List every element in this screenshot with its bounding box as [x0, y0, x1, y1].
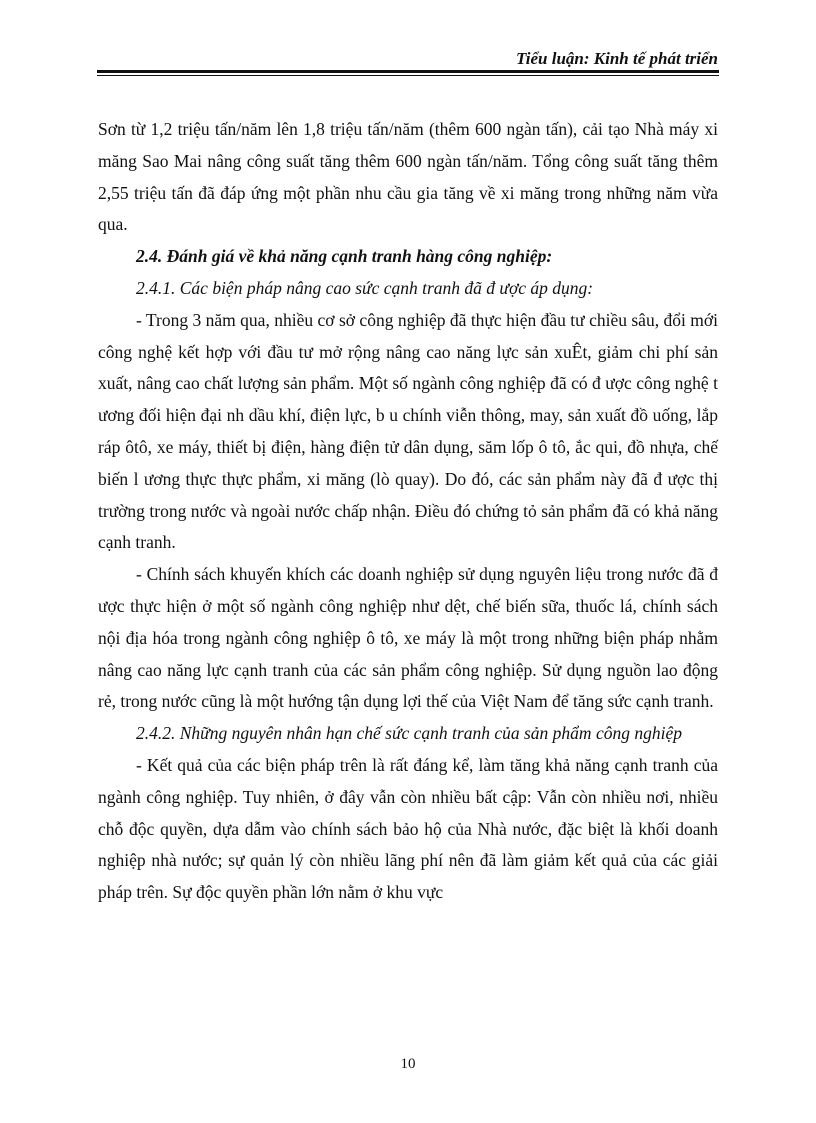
paragraph-limitations: - Kết quả của các biện pháp trên là rất đáng kể, làm tăng khả năng cạnh tranh của ngành công nghiệp. Tuy nhiên, ở đây vẫn còn nhiều bất cập: Vẫn còn nhiều nơi, nhiều chỗ độc quyền, dựa dẫm vào chính sách bảo hộ của Nhà nước, đặc biệt là khối doanh nghiệp nhà nước; sự quản lý còn nhiều lãng phí nên đã làm giảm kết quả của các giải pháp trên. Sự độc quyền phần lớn nằm ở khu vực — [98, 754, 718, 903]
section-heading-2-4: 2.4. Đánh giá về khả năng cạnh tranh hàng công nghiệp: — [136, 246, 553, 267]
page-number: 10 — [400, 1056, 416, 1072]
document-body — [98, 114, 718, 909]
paragraph-investment: - Trong 3 năm qua, nhiều cơ sở công nghiệp đã thực hiện đầu tư chiều sâu, đổi mới công nghệ kết hợp với đầu tư mở rộng nâng cao năng lực sản xuÊt, giảm chi phí sản xuất, nâng cao chất lượng sản phẩm. Một số ngành công nghiệp đã có đ ược công nghệ t ương đối hiện đại nh dầu khí, điện lực, b u chính viễn thông, may, sản xuất đồ uống, lắp ráp ôtô, xe máy, thiết bị điện, hàng điện tử dân dụng, săm lốp ô tô, ắc qui, đồ nhựa, chế biến l ương thực thực phẩm, xi măng (lò quay). Do đó, các sản phẩm này đã đ ược thị trường trong nước và ngoài nước chấp nhận. Điều đó chứng tỏ sản phẩm đã có khả năng cạnh tranh. — [98, 309, 718, 553]
paragraph-policy: - Chính sách khuyến khích các doanh nghiệp sử dụng nguyên liệu trong nước đã đ ược thực hiện ở một số ngành công nghiệp như dệt, chế biến sữa, thuốc lá, chính sách nội địa hóa trong ngành công nghiệp ô tô, xe máy là một trong những biện pháp nhằm nâng cao năng lực cạnh tranh của các sản phẩm công nghiệp. Sử dụng nguồn lao động rẻ, trong nước cũng là một hướng tận dụng lợi thế của Việt Nam để tăng sức cạnh tranh. — [98, 564, 718, 712]
header-rule-thin — [97, 75, 719, 76]
section-heading-2-4-1: 2.4.1. Các biện pháp nâng cao sức cạnh tranh đã đ ược áp dụng: — [136, 277, 594, 298]
section-heading-2-4-2: 2.4.2. Những nguyên nhân hạn chế sức cạnh tranh của sản phẩm công nghiệp — [136, 723, 682, 744]
intro-paragraph: Sơn từ 1,2 triệu tấn/năm lên 1,8 triệu tấn/năm (thêm 600 ngàn tấn), cải tạo Nhà máy xi măng Sao Mai nâng công suất tăng thêm 600 ngàn tấn/năm. Tổng công suất tăng thêm 2,55 triệu tấn đã đáp ứng một phần nhu cầu gia tăng về xi măng trong những năm vừa qua. — [98, 119, 718, 235]
header-rule — [97, 70, 719, 73]
running-header: Tiểu luận: Kinh tế phát triển — [516, 49, 718, 68]
